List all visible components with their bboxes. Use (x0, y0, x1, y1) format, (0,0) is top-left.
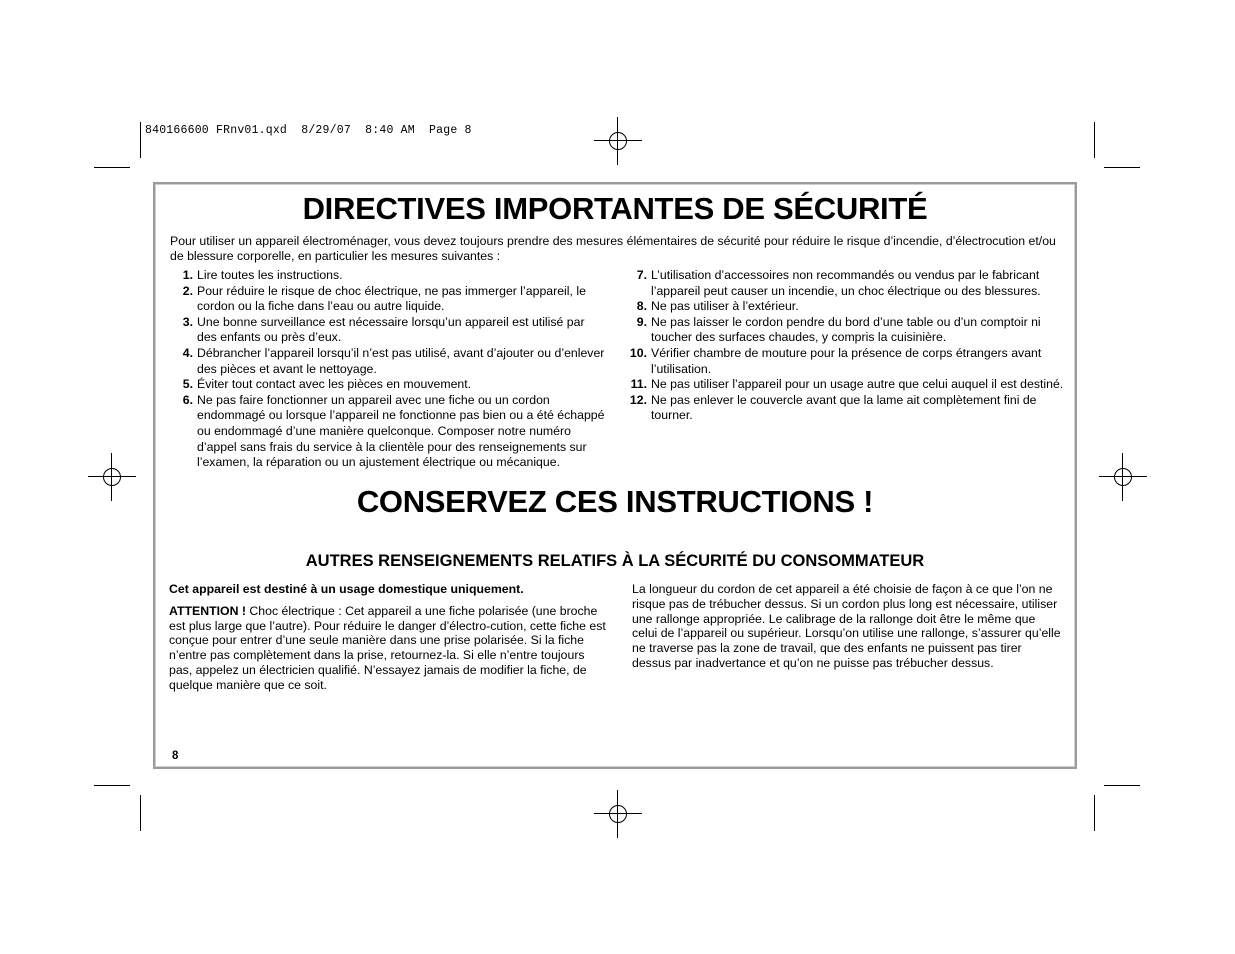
consumer-safety-heading: AUTRES RENSEIGNEMENTS RELATIFS À LA SÉCURITÉ DU CONSOMMATEUR (305, 552, 925, 570)
instruction-item (624, 393, 1064, 424)
instruction-item (175, 377, 605, 393)
crop-mark (94, 167, 130, 168)
attention-text: Choc électrique : Cet appareil a une fiche polarisée (une broche est plus large que l’autre). Pour réduire le danger d’électro-cution, cette fiche est conçue pour entrer d’une seule manière dans une prise polarisée. Si la fiche n’entre pas complètement dans la prise, retournez-la. Si elle n’entre toujours pas, appelez un électricien qualifié. N’essayez jamais de modifier la fiche, de quelque manière que ce soit. (169, 603, 606, 692)
instruction-number: 12. (629, 392, 647, 407)
instruction-text: Ne pas enlever le couvercle avant que la lame ait complètement fini de tourner. (651, 392, 1037, 423)
crop-mark (140, 795, 141, 831)
instruction-item (624, 377, 1064, 393)
instruction-number: 2. (182, 283, 193, 298)
instruction-number: 1. (182, 268, 193, 282)
instruction-text: Ne pas faire fonctionner un appareil avec une fiche ou un cordon endommagé ou lorsque l’appareil ne fonctionne pas bien ou a été échappé ou endommagé d’une manière quelconque. Composer notre numéro d’appel sans frais du service à la clientèle pour des renseignements sur l’examen, la réparation ou un ajustement électrique ou mécanique. (197, 392, 605, 470)
crop-mark (1094, 122, 1095, 158)
instruction-number: 8. (636, 299, 647, 314)
intro-paragraph: Pour utiliser un appareil électroménager, vous devez toujours prendre des mesures élémentaires de sécurité pour réduire le risque d’incendie, d’électrocution et/ou de blessure corporelle, en particulier les mesures suivantes : (170, 234, 1056, 263)
instructions-right (624, 268, 1064, 424)
print-slug: 840166600 FRnv01.qxd 8/29/07 8:40 AM Page 8 (145, 124, 472, 137)
page-title: DIRECTIVES IMPORTANTES DE SÉCURITÉ (302, 191, 928, 226)
safety-panel (153, 182, 1077, 769)
crop-mark (1104, 785, 1140, 786)
instruction-text: Ne pas laisser le cordon pendre du bord d’une table ou d’un comptoir ni toucher des surfaces chaudes, y compris la cuisinière. (651, 314, 1041, 345)
instruction-text: Ne pas utiliser l’appareil pour un usage autre que celui auquel il est destiné. (651, 377, 1064, 392)
instruction-number: 7. (636, 268, 647, 282)
save-instructions-heading: CONSERVEZ CES INSTRUCTIONS ! (356, 484, 874, 519)
instruction-item (175, 284, 605, 315)
instruction-number: 4. (182, 345, 193, 360)
crop-mark (1104, 167, 1140, 168)
instruction-number: 9. (636, 314, 647, 329)
instruction-item (175, 393, 605, 471)
instruction-item (175, 268, 605, 284)
household-use-note: Cet appareil est destiné à un usage domestique uniquement. (169, 582, 524, 596)
instruction-item (624, 268, 1064, 299)
registration-mark-bottom (594, 790, 642, 838)
cord-info-paragraph: La longueur du cordon de cet appareil a été choisie de façon à ce que l’on ne risque pas de trébucher dessus. Si un cordon plus long est nécessaire, utiliser une rallonge appropriée. Le calibrage de la rallonge doit être le même que celui de l’appareil ou supérieur. Lorsqu’on utilise une rallonge, s’assurer qu’elle ne traverse pas la zone de travail, que des enfants ne puissent pas tirer dessus par inadvertance et qu’on ne puisse pas trébucher dessus. (632, 582, 1061, 670)
crop-mark (94, 785, 130, 786)
attention-paragraph (169, 604, 609, 693)
instruction-item (624, 315, 1064, 346)
instruction-number: 5. (182, 377, 193, 392)
instruction-item (624, 299, 1064, 315)
instruction-number: 3. (182, 314, 193, 329)
left-info-column (169, 582, 609, 693)
crop-mark (1094, 795, 1095, 831)
instruction-item (624, 346, 1064, 377)
instruction-text: L’utilisation d’accessoires non recommandés ou vendus par le fabricant l’appareil peut causer un incendie, un choc électrique ou des blessures. (651, 268, 1041, 298)
crop-mark (140, 122, 141, 158)
instruction-text: Vérifier chambre de mouture pour la présence de corps étrangers avant l’utilisation. (651, 345, 1042, 376)
instruction-text: Pour réduire le risque de choc électrique, ne pas immerger l’appareil, le cordon ou la fiche dans l’eau ou autre liquide. (197, 283, 586, 314)
instruction-text: Lire toutes les instructions. (197, 268, 343, 282)
registration-mark-top (594, 117, 642, 165)
instruction-text: Une bonne surveillance est nécessaire lorsqu’un appareil est utilisé par des enfants ou près d’eux. (197, 314, 585, 345)
registration-mark-right (1099, 453, 1147, 501)
instruction-number: 6. (182, 392, 193, 407)
instruction-item (175, 315, 605, 346)
page-number: 8 (172, 750, 179, 762)
registration-mark-left (88, 453, 136, 501)
instruction-text: Débrancher l’appareil lorsqu’il n’est pas utilisé, avant d’ajouter ou d’enlever des pièces et avant le nettoyage. (197, 345, 605, 376)
instruction-number: 11. (630, 377, 647, 392)
attention-label: ATTENTION ! (169, 603, 246, 618)
instruction-text: Ne pas utiliser à l’extérieur. (651, 299, 799, 314)
instruction-item (175, 346, 605, 377)
instruction-text: Éviter tout contact avec les pièces en mouvement. (197, 377, 472, 392)
instructions-left (175, 268, 605, 471)
instruction-number: 10. (629, 345, 647, 360)
